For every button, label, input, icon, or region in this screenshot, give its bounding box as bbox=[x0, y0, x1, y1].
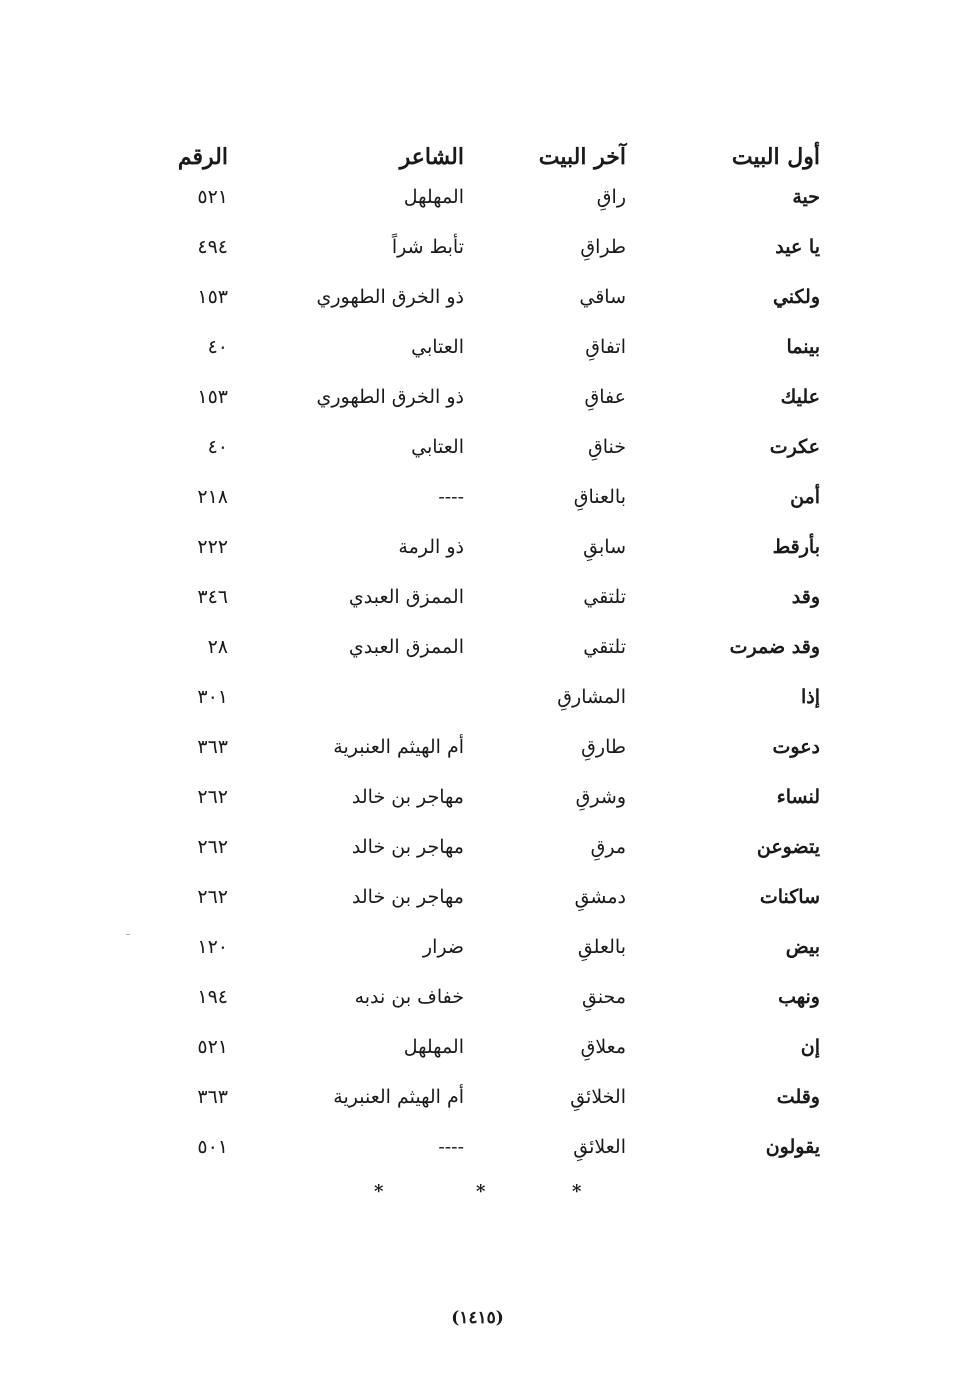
poet-cell: ---- bbox=[438, 1136, 464, 1158]
number-cell: ٢١٨ bbox=[197, 486, 228, 508]
table-row bbox=[0, 927, 955, 967]
first-verse-cell: أمن bbox=[790, 486, 820, 508]
table-row bbox=[0, 177, 955, 217]
first-verse-cell: بأرقط bbox=[772, 536, 820, 558]
poet-cell: ذو الخرق الطهوري bbox=[316, 286, 464, 308]
first-verse-cell: عكرت bbox=[769, 436, 820, 458]
poet-cell: العتابي bbox=[411, 336, 464, 358]
poet-cell: أم الهيثم العنبرية bbox=[333, 736, 464, 758]
number-cell: ٢٦٢ bbox=[197, 786, 228, 808]
number-cell: ٢٢٢ bbox=[197, 536, 228, 558]
number-cell: ٥٢١ bbox=[197, 1036, 228, 1058]
number-cell: ٤٠ bbox=[207, 336, 228, 358]
first-verse-cell: دعوت bbox=[772, 736, 820, 758]
number-cell: ١٩٤ bbox=[197, 986, 228, 1008]
poet-cell: ضرار bbox=[422, 936, 464, 958]
first-verse-cell: ساكنات bbox=[759, 886, 820, 908]
table-row bbox=[0, 627, 955, 667]
separator-star: * bbox=[374, 1181, 384, 1202]
poet-cell: ذو الخرق الطهوري bbox=[316, 386, 464, 408]
number-cell: ٢٦٢ bbox=[197, 836, 228, 858]
number-cell: ٣٦٣ bbox=[197, 1086, 228, 1108]
poet-cell: مهاجر بن خالد bbox=[351, 886, 464, 908]
number-cell: ٣٤٦ bbox=[197, 586, 228, 608]
table-row bbox=[0, 777, 955, 817]
table-row bbox=[0, 727, 955, 767]
table-row bbox=[0, 1077, 955, 1117]
first-verse-cell: عليك bbox=[780, 386, 820, 408]
last-verse-cell: بالعلقِ bbox=[577, 936, 626, 958]
table-row bbox=[0, 827, 955, 867]
first-verse-cell: يتضوعن bbox=[756, 836, 820, 858]
last-verse-cell: وشرقِ bbox=[575, 786, 626, 808]
header-last-verse: آخر البيت bbox=[538, 144, 626, 170]
last-verse-cell: مرقِ bbox=[590, 836, 626, 858]
table-row bbox=[0, 427, 955, 467]
last-verse-cell: عفاقِ bbox=[584, 386, 626, 408]
last-verse-cell: العلائقِ bbox=[573, 1136, 626, 1158]
table-header bbox=[0, 137, 955, 177]
number-cell: ٤٩٤ bbox=[197, 236, 228, 258]
table-row bbox=[0, 377, 955, 417]
header-poet: الشاعر bbox=[399, 144, 464, 170]
poet-cell: ذو الرمة bbox=[398, 536, 464, 558]
number-cell: ٥٠١ bbox=[197, 1136, 228, 1158]
number-cell: ١٢٠ bbox=[197, 936, 228, 958]
poet-cell: مهاجر بن خالد bbox=[351, 786, 464, 808]
table-row bbox=[0, 1027, 955, 1067]
number-cell: ٢٦٢ bbox=[197, 886, 228, 908]
first-verse-cell: وقد ضمرت bbox=[729, 636, 820, 658]
poet-cell: تأبط شراً bbox=[391, 236, 464, 258]
first-verse-cell: حية bbox=[792, 186, 820, 208]
last-verse-cell: خناقِ bbox=[587, 436, 626, 458]
last-verse-cell: تلتقي bbox=[583, 586, 626, 608]
number-cell: ٤٠ bbox=[207, 436, 228, 458]
first-verse-cell: وقلت bbox=[776, 1086, 820, 1108]
last-verse-cell: ساقي bbox=[579, 286, 626, 308]
number-cell: ١٥٣ bbox=[197, 286, 228, 308]
first-verse-cell: لنساء bbox=[776, 786, 820, 808]
first-verse-cell: وقد bbox=[791, 586, 820, 608]
first-verse-cell: ونهب bbox=[778, 986, 820, 1008]
poet-cell: المهلهل bbox=[403, 186, 464, 208]
poet-cell: أم الهيثم العنبرية bbox=[333, 1086, 464, 1108]
header-number: الرقم bbox=[177, 144, 228, 170]
poet-cell: الممزق العبدي bbox=[348, 586, 464, 608]
table-row bbox=[0, 277, 955, 317]
last-verse-cell: بالعناقِ bbox=[573, 486, 626, 508]
last-verse-cell: تلتقي bbox=[583, 636, 626, 658]
last-verse-cell: دمشقِ bbox=[574, 886, 626, 908]
last-verse-cell: اتفاقِ bbox=[585, 336, 626, 358]
margin-mark bbox=[126, 934, 130, 935]
first-verse-cell: يا عيد bbox=[775, 236, 820, 258]
last-verse-cell: طراقِ bbox=[580, 236, 626, 258]
first-verse-cell: إن bbox=[800, 1036, 820, 1058]
number-cell: ١٥٣ bbox=[197, 386, 228, 408]
header-first-verse: أول البيت bbox=[731, 144, 820, 170]
page-number: (١٤١٥) bbox=[451, 1308, 504, 1328]
table-row bbox=[0, 877, 955, 917]
poet-cell: العتابي bbox=[411, 436, 464, 458]
separator-star: * bbox=[476, 1181, 486, 1202]
poet-cell: الممزق العبدي bbox=[348, 636, 464, 658]
first-verse-cell: بينما bbox=[786, 336, 820, 358]
number-cell: ٥٢١ bbox=[197, 186, 228, 208]
last-verse-cell: سابقِ bbox=[583, 536, 626, 558]
poet-cell: مهاجر بن خالد bbox=[351, 836, 464, 858]
number-cell: ٢٨ bbox=[207, 636, 228, 658]
last-verse-cell: محنقِ bbox=[581, 986, 626, 1008]
last-verse-cell: المشارقِ bbox=[557, 686, 626, 708]
first-verse-cell: ولكني bbox=[772, 286, 820, 308]
table-row bbox=[0, 1127, 955, 1167]
table-row bbox=[0, 527, 955, 567]
first-verse-cell: يقولون bbox=[765, 1136, 820, 1158]
poet-cell: خفاف بن ندبه bbox=[354, 986, 464, 1008]
last-verse-cell: معلاقِ bbox=[580, 1036, 626, 1058]
first-verse-cell: إذا bbox=[800, 686, 820, 708]
last-verse-cell: الخلائقِ bbox=[570, 1086, 626, 1108]
table-row bbox=[0, 677, 955, 717]
separator-star: * bbox=[572, 1181, 582, 1202]
number-cell: ٣٦٣ bbox=[197, 736, 228, 758]
section-separator bbox=[0, 1180, 955, 1204]
last-verse-cell: راقِ bbox=[596, 186, 626, 208]
last-verse-cell: طارقِ bbox=[581, 736, 626, 758]
table-row bbox=[0, 477, 955, 517]
table-row bbox=[0, 977, 955, 1017]
number-cell: ٣٠١ bbox=[197, 686, 228, 708]
table-row bbox=[0, 327, 955, 367]
table-row bbox=[0, 577, 955, 617]
poet-cell: المهلهل bbox=[403, 1036, 464, 1058]
poet-cell: ---- bbox=[438, 486, 464, 508]
table-row bbox=[0, 227, 955, 267]
first-verse-cell: بيض bbox=[785, 936, 820, 958]
